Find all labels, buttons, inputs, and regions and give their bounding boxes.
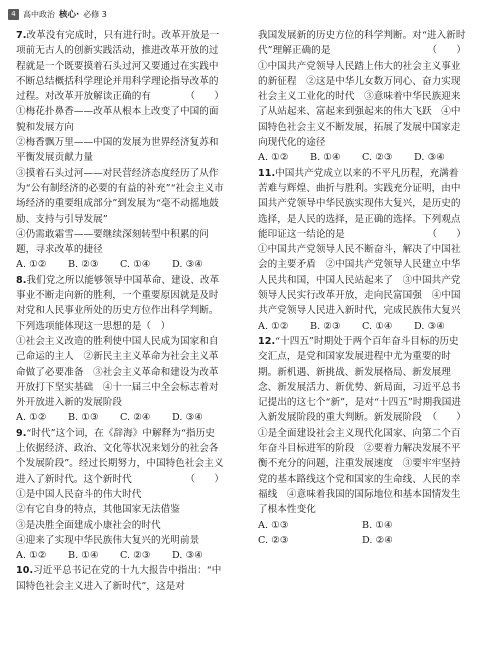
- answer-bracket: （ ）: [185, 91, 224, 103]
- option: ①梅花扑鼻香——改革从根本上改变了中国的面貌和发展方向: [16, 106, 219, 133]
- question-stem: 我国发展新的历史方位的科学判断。对“进入新时代”理解正确的是: [258, 30, 466, 57]
- option: ①社会主义改造的胜利使中国人民成为国家和自己命运的主人 ②新民主主义革命为社会主义革命做了必要准备 ③社会主义革命和建设为改革开放打下坚实基础 ④十一届三中全会标志着对外开放进入新的发展阶段: [16, 335, 219, 409]
- choice-c: C. ①④: [120, 259, 151, 271]
- choice-row: [16, 410, 224, 425]
- choice-c: C. ②④: [120, 412, 151, 424]
- question-stem: 我们党之所以能够领导中国革命、建设、改革事业不断走向新的胜利，一个重要原因就是及时对党和人民事业所处的历史方位作出科学判断。下列选项能体现这一思想的是（ ）: [16, 274, 220, 332]
- choice-b: B. ①③: [68, 412, 99, 424]
- choice-row: [258, 533, 466, 548]
- option: ③是决胜全面建成小康社会的时代: [16, 519, 161, 531]
- choice-a: A. ①②: [16, 259, 47, 271]
- question-number: 10.: [16, 565, 34, 577]
- page-number: 4: [8, 9, 19, 20]
- option: ②梅香飘万里——中国的发展为世界经济复苏和平衡发展贡献力量: [16, 137, 219, 164]
- option: ②有它自身的特点，其他国家无法借鉴: [16, 504, 180, 516]
- question-stem: “时代”这个词，在《辞海》中解释为“指历史上依据经济、政治、文化等状况来划分的社会各个发展阶段”。经过长期努力，中国特色社会主义进入了新时代。这个新时代: [16, 427, 224, 485]
- question-10-continued: [258, 28, 466, 166]
- choice-a: A. ①②: [16, 550, 47, 562]
- choice-row: [16, 257, 224, 272]
- question-stem: 习近平总书记在党的十九大报告中指出：“中国特色社会主义进入了新时代”，这是对: [16, 565, 222, 592]
- option: ④迎来了实现中华民族伟大复兴的光明前景: [16, 534, 200, 546]
- choice-a: A. ①②: [16, 412, 47, 424]
- choice-d: D. ③④: [414, 152, 445, 164]
- question-stem: 中国共产党成立以来的不平凡历程，充满着苦难与辉煌、曲折与胜利。实践充分证明，由中国共产党领导中华民族实现伟大复兴，是历史的选择，是人民的选择，是正确的选择。下列观点能印证这一结论的是: [258, 167, 461, 240]
- choice-d: D. ②④: [362, 534, 393, 546]
- question-number: 11.: [258, 167, 276, 179]
- option: ①中国共产党领导人民踏上伟大的社会主义事业的新征程 ②这是中华儿女数万同心、奋力实现社会主义工业化的时代 ③意味着中华民族迎来了从站起来、富起来到强起来的伟大飞跃 ④中国特色社会主义不断发展，拓展了发展中国家走向现代化的途径: [258, 60, 461, 149]
- choice-d: D. ③④: [172, 550, 203, 562]
- question-number: 7.: [16, 30, 27, 41]
- question-number: 9.: [16, 427, 27, 439]
- question-11: [258, 166, 466, 334]
- subject-label: 高中政治: [23, 9, 55, 19]
- choice-a: A. ①③: [258, 519, 289, 531]
- option: ①是中国人民奋斗的伟大时代: [16, 488, 142, 500]
- choice-b: B. ①④: [310, 152, 341, 164]
- question-number: 8.: [16, 274, 27, 286]
- answer-bracket: （ ）: [185, 473, 224, 485]
- question-9: [16, 426, 224, 564]
- choice-c: C. ②③: [120, 550, 151, 562]
- answer-bracket: （ ）: [427, 45, 466, 57]
- question-7: [16, 28, 224, 273]
- choice-row: [16, 548, 224, 563]
- choice-c: C. ②③: [362, 152, 393, 164]
- choice-row: [258, 518, 466, 533]
- choice-b: B. ②③: [68, 259, 99, 271]
- choice-c: C. ①④: [362, 320, 393, 332]
- choice-a: A. ①②: [258, 152, 289, 164]
- choice-b: B. ②③: [310, 320, 341, 332]
- option: ③摸着石头过河——对民营经济态度经历了从作为“公有制经济的必要的有益的补充”“社会主义市场经济的重要组成部分”到发展为“毫不动摇地鼓励、支持与引导发展”: [16, 167, 224, 225]
- question-stem: 改革没有完成时，只有进行时。改革开放是一项前无古人的创新实践活动，推进改革开放的过程就是一个既要摸着石头过河又要通过在实践中不断总结概括科学理论并用科学理论指导改革的过程。对改革开放解读正确的有: [16, 30, 220, 103]
- question-8: [16, 273, 224, 426]
- choice-row: [258, 150, 466, 165]
- question-10: [16, 563, 224, 594]
- answer-bracket: （ ）: [427, 228, 466, 240]
- book-label: 必修 3: [83, 9, 107, 19]
- choice-d: D. ③④: [414, 320, 445, 332]
- option: ①是全面建设社会主义现代化国家、向第二个百年奋斗目标进军的阶段 ②要着力解决发展不平衡不充分的问题，注重发展速度 ③要牢牢坚持党的基本路线这个党和国家的生命线、人民的幸福线 ④意味着我国的国际地位和基本国情发生了根本性变化: [258, 427, 461, 516]
- question-number: 12.: [258, 335, 276, 347]
- choice-a: A. ①②: [258, 320, 289, 332]
- left-column: [16, 28, 224, 594]
- answer-bracket: （ ）: [427, 412, 466, 424]
- brand-logo: 核心·: [59, 10, 80, 20]
- choice-row: [258, 319, 466, 334]
- question-12: [258, 334, 466, 548]
- option: ④仍需敢霜雪——要继续深刻转型中积累的问题，寻求改革的捷径: [16, 228, 209, 256]
- choice-c: C. ②③: [258, 534, 289, 546]
- choice-b: B. ①④: [68, 550, 99, 562]
- choice-d: D. ③④: [172, 259, 203, 271]
- page-header: [8, 6, 107, 22]
- option: ①中国共产党领导人民不断奋斗，解决了中国社会的主要矛盾 ②中国共产党领导人民建立中华人民共和国，中国人民站起来了 ③中国共产党领导人民实行改革开放，走向民富国强 ④中国共产党领导人民进入新时代，完成民族伟大复兴: [258, 244, 461, 317]
- choice-d: D. ③④: [172, 412, 203, 424]
- question-stem: “十四五”时期处于两个百年奋斗目标的历史交汇点，是党和国家发展进程中尤为重要的时期。新机遇、新挑战、新发展格局、新发展理念、新发展活力、新优势、新局面，习近平总书记提出的这七个“新”，是对“十四五”时期我国进入新发展阶段的重大判断。新发展阶段: [258, 335, 462, 424]
- right-column: [258, 28, 466, 548]
- choice-b: B. ①④: [362, 519, 393, 531]
